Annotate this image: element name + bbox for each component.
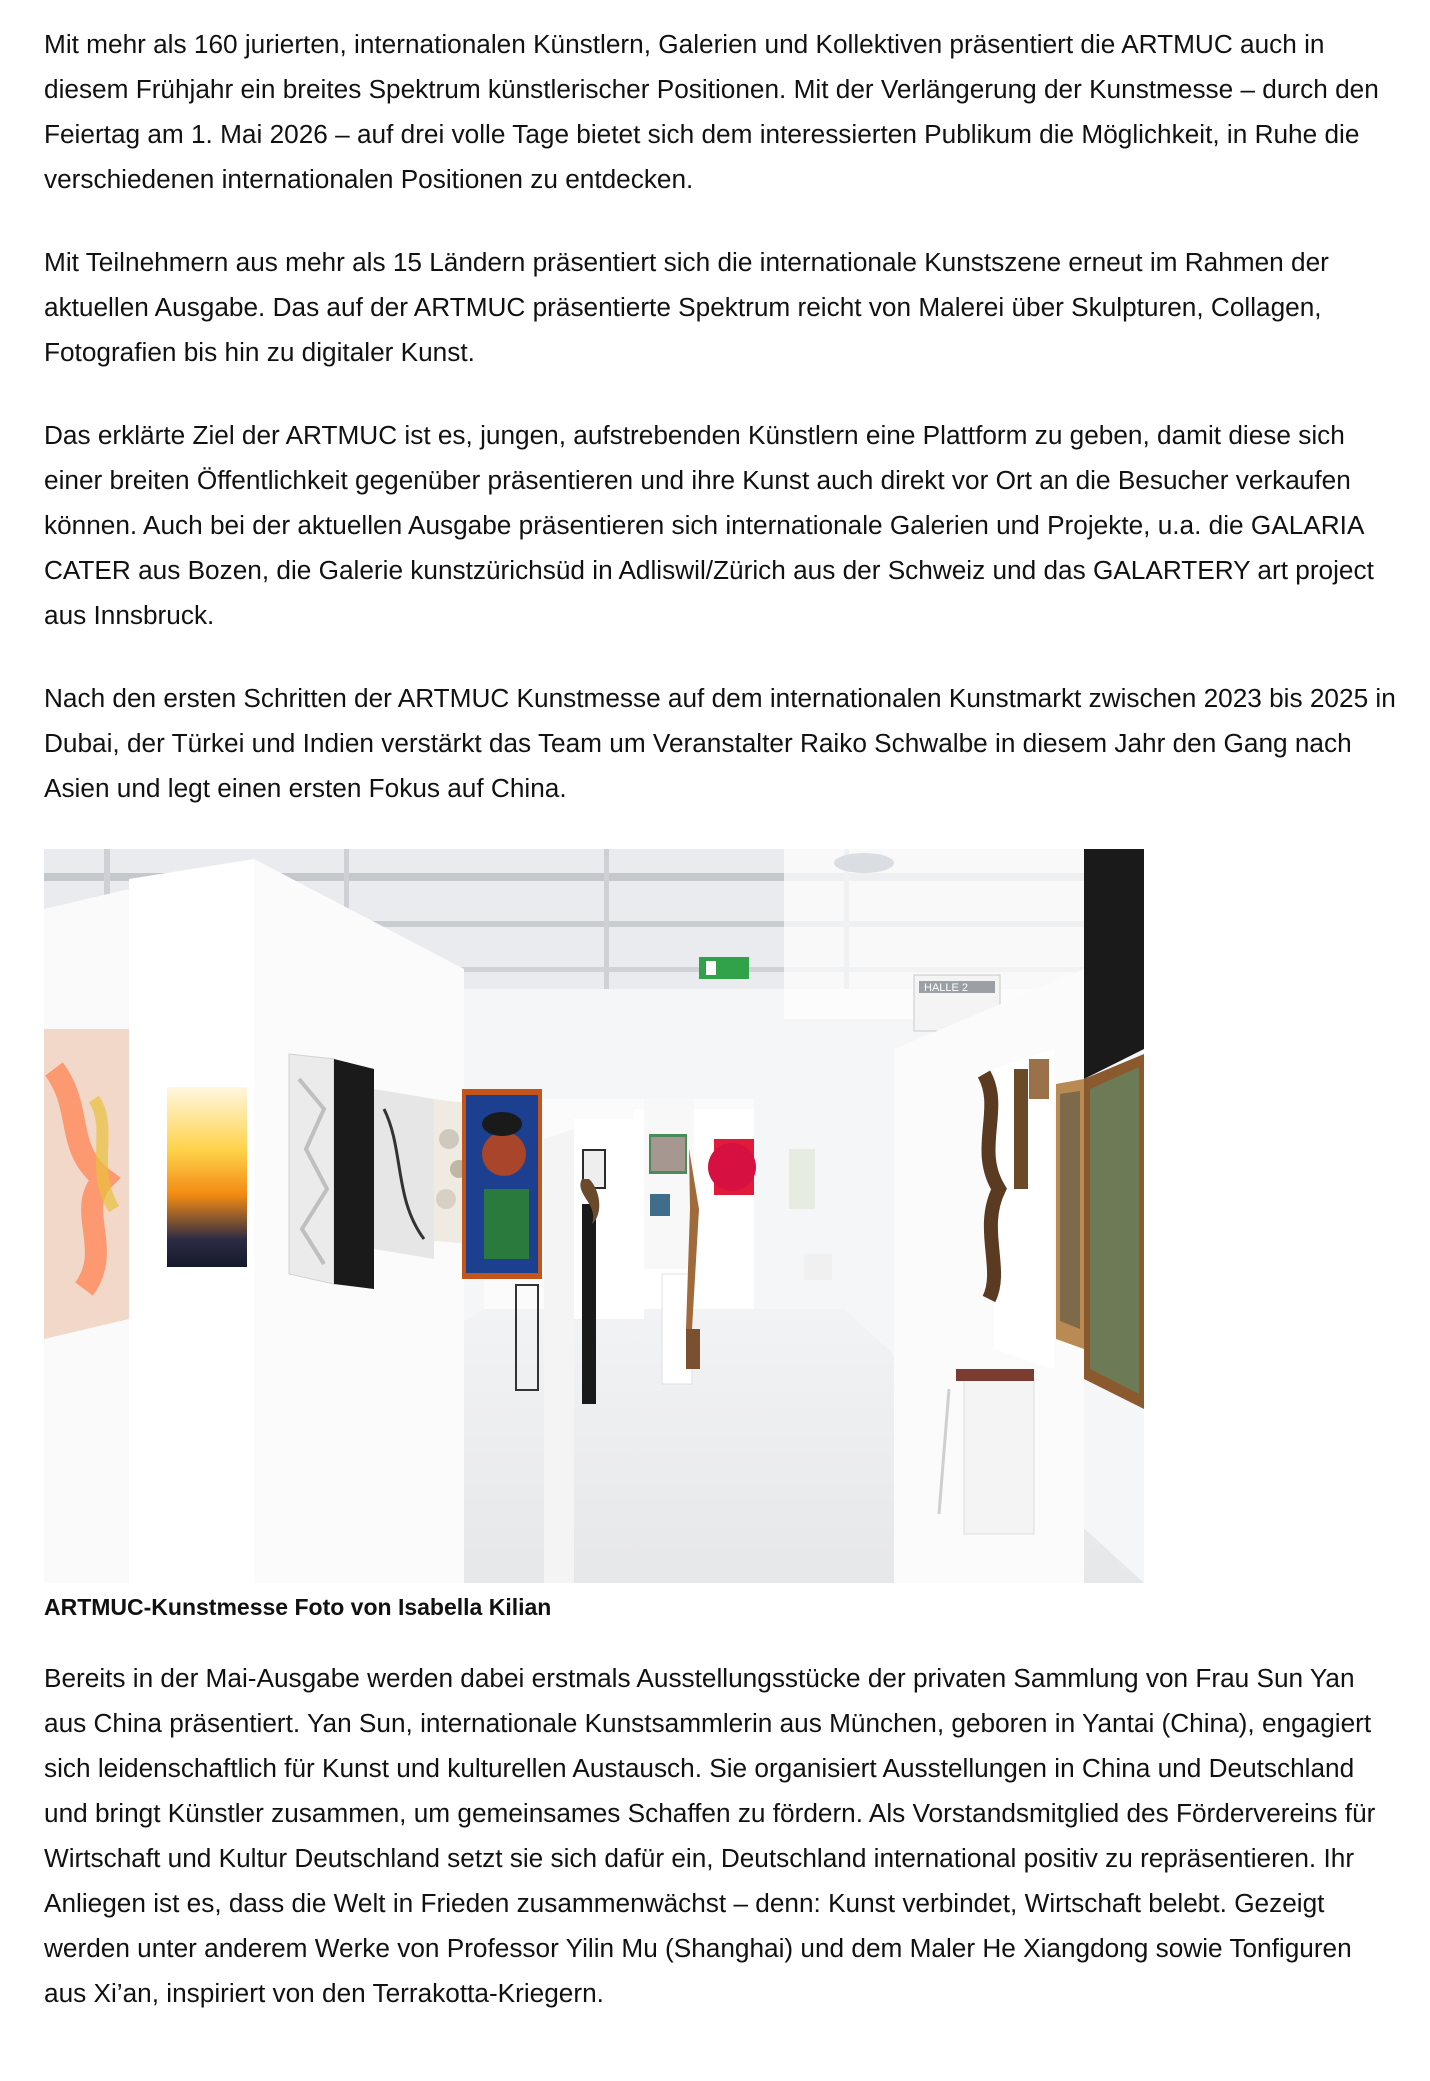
halle-sign-text: HALLE 2 [924, 982, 969, 994]
photo-caption: ARTMUC-Kunstmesse Foto von Isabella Kilian [44, 1594, 552, 1620]
article-paragraph: Das erklärte Ziel der ARTMUC ist es, jungen, aufstrebenden Künstlern eine Plattform zu geben, damit diese sich einer breiten Öffentlichkeit gegenüber präsentieren und ihre Kunst auch direkt vor Ort an die Besucher verkaufen können. Auch bei der aktuellen Ausgabe präsentieren sich internationale Galerien und Projekte, u.a. die GALARIA CATER aus Bozen, die Galerie kunstzürichsüd in Adliswil/Zürich aus der Schweiz und das GALARTERY art project aus Innsbruck. [44, 420, 1374, 630]
article-paragraph: Nach den ersten Schritten der ARTMUC Kunstmesse auf dem internationalen Kunstmarkt zwischen 2023 bis 2025 in Dubai, der Türkei und Indien verstärkt das Team um Veranstalter Raiko Schwalbe in diesem Jahr den Gang nach Asien und legt einen ersten Fokus auf China. [44, 683, 1396, 803]
exhibition-hall-photo [44, 849, 1144, 1583]
article-figure [44, 849, 1396, 1622]
article-paragraph: Bereits in der Mai-Ausgabe werden dabei erstmals Ausstellungsstücke der privaten Sammlung von Frau Sun Yan aus China präsentiert. Yan Sun, internationale Kunstsammlerin aus München, geboren in Yantai (China), engagiert sich leidenschaftlich für Kunst und kulturellen Austausch. Sie organisiert Ausstellungen in China und Deutschland und bringt Künstler zusammen, um gemeinsames Schaffen zu fördern. Als Vorstandsmitglied des Fördervereins für Wirtschaft und Kultur Deutschland setzt sie sich dafür ein, Deutschland international positiv zu repräsentieren. Ihr Anliegen ist es, dass die Welt in Frieden zusammenwächst – denn: Kunst verbindet, Wirtschaft belebt. Gezeigt werden unter anderem Werke von Professor Yilin Mu (Shanghai) und dem Maler He Xiangdong sowie Tonfiguren aus Xi’an, inspiriert von den Terrakotta-Kriegern. [44, 1663, 1376, 2008]
article-paragraph: Mit Teilnehmern aus mehr als 15 Ländern präsentiert sich die internationale Kunstszene erneut im Rahmen der aktuellen Ausgabe. Das auf der ARTMUC präsentierte Spektrum reicht von Malerei über Skulpturen, Collagen, Fotografien bis hin zu digitaler Kunst. [44, 247, 1329, 367]
article-paragraph: Mit mehr als 160 jurierten, internationalen Künstlern, Galerien und Kollektiven präsentiert die ARTMUC auch in diesem Frühjahr ein breites Spektrum künstlerischer Positionen. Mit der Verlängerung der Kunstmesse – durch den Feiertag am 1. Mai 2026 – auf drei volle Tage bietet sich dem interessierten Publikum die Möglichkeit, in Ruhe die verschiedenen internationalen Positionen zu entdecken. [44, 29, 1379, 194]
